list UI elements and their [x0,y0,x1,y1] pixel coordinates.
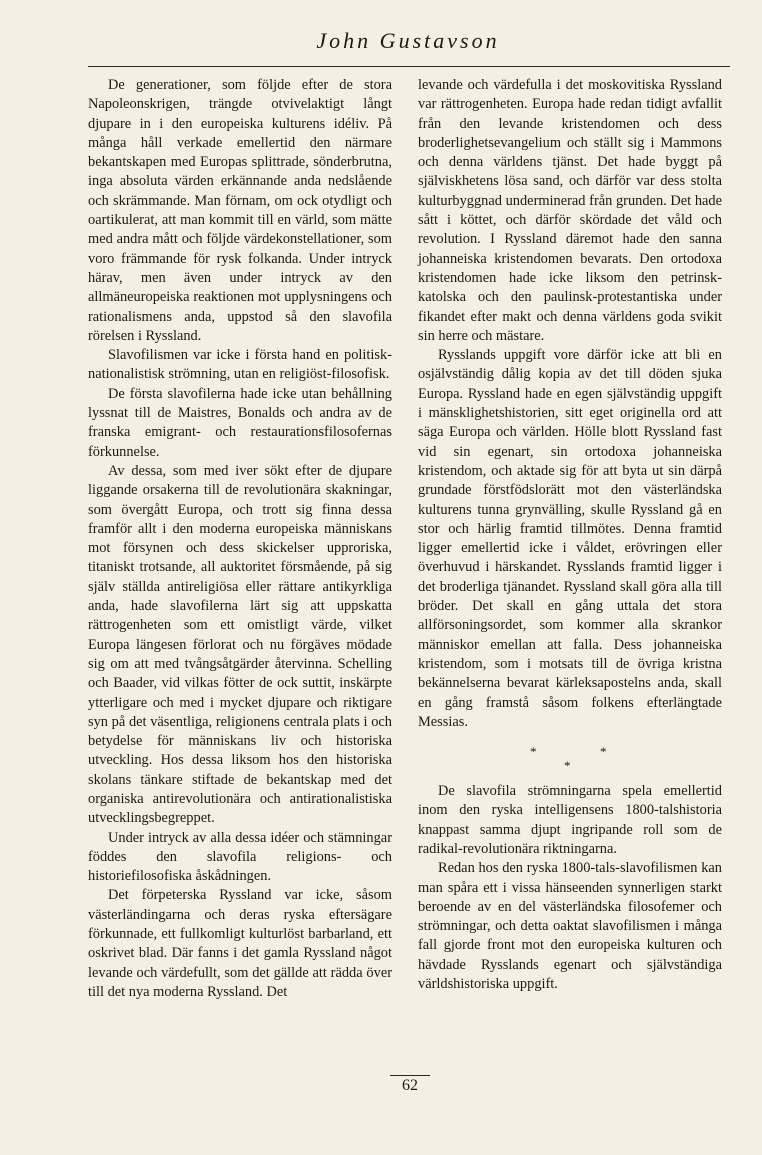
paragraph: Av dessa, som med iver sökt efter de djupare liggande orsakerna till de revolutionära skakningar, som övergått Europa, och trott sig finna dessa framför allt i den moderna europeiska människans mot försynen och dess skickelser upproriska, titaniskt trotsande, all auktoritet försmående, på sig själv ställda antireligiösa eller rättare antikyrkliga anda, hade slavofilerna lärt sig att uppskatta rättrogenheten som ett omistligt värde, vilket Europa längesen förlorat och nu förgäves mödade sig om att med tvångsåtgärder återvinna. Schelling och Baader, vid vilkas fötter de ock suttit, inskärpte ytterligare och med i mycket djupare och riktigare syn på det väsentliga, religionens centrala plats i och betydelse för människans liv och historiska utveckling. Hos dessa liksom hos den historiska skolans tänkare stiftade de bekantskap med det organiska antirevolutionära och antirationalistiska utvecklingsbegreppet. [88,462,392,827]
paragraph: De slavofila strömningarna spela emellertid inom den ryska intelligensens 1800-talshistoria knappast samma djupt ingripande roll som de radikal-revolutionära riktningarna. [418,783,722,857]
section-break-asterisks [418,736,722,780]
paragraph: Det förpeterska Ryssland var icke, såsom västerländingarna och deras ryska eftersägare förkunnade, ett fullkomligt kulturlöst barbarland, ett oskrivet blad. Där fanns i det gamla Ryssland något levande och värdefullt, som det gällde att rädda över till det nya moderna Ryssland. Det [88,887,392,1000]
right-column [418,76,722,994]
paragraph-continued: levande och värdefulla i det moskovitiska Ryssland var rättrogenheten. Europa hade redan tidigt avfallit från den levande kristendomen och dess broderlighetsevangelium och ställt sig i Mammons och denna världens tjänst. Det hade byggt på själviskhetens lösa sand, och därför var dess stolta kulturbyggnad underminerad från grunden. Det hade sått i köttet, och därför skördade det våld och revolution. I Ryssland däremot hade den sanna johanneiska kristendomen bevarats. Den ortodoxa kristendomen hade icke liksom den petrinsk-katolska och den paulinsk-protestantiska under fikandet efter makt och denna världens goda svikit sin herre och mästare. [418,77,722,344]
left-column [88,76,392,1002]
paragraph: Under intryck av alla dessa idéer och stämningar föddes den slavofila religions- och historiefilosofiska åskådningen. [88,829,392,885]
paragraph: De generationer, som följde efter de stora Napoleonskrigen, trängde otvivelaktigt långt djupare in i den europeiska kulturens idéliv. På många håll verkade emellertid den närmare bekantskapen med Europas splittrade, sönderbrutna, inga absoluta värden erkännande anda nedslående och skrämmande. Man förnam, om ock otydligt och oartikulerat, att man kommit till en värld, som mätte med andra mått och följde värdekonstellationer, som voro främmande för rysk folkanda. Under intryck härav, men även under intryck av den allmäneuropeiska reaktionen mot upplysningens och rationalismens anda, uppstod så den slavofila rörelsen i Ryssland. [88,77,392,344]
header-rule [88,66,730,67]
paragraph: Redan hos den ryska 1800-tals-slavofilismen kan man spåra ett i vissa hänseenden synnerligen starkt beroende av en del västerländska filosofemer och strömningar, och detta oaktat slavofilismen i många fall gjorde front mot den europeiska kulturen och hävdade Rysslands egenart och självständiga världshistoriska uppgift. [418,860,722,993]
asterisk: * [564,758,571,774]
running-head-author: John Gustavson [316,28,500,53]
asterisk: * [530,744,537,760]
paragraph: Slavofilismen var icke i första hand en politisk-nationalistisk strömning, utan en religiöst-filosofisk. [88,347,392,383]
paragraph: De första slavofilerna hade icke utan behållning lyssnat till de Maistres, Bonalds och andra av de franska emigrant- och restaurationsfilosofernas förkunnelse. [88,385,392,460]
asterisk: * [600,744,607,760]
folio-rule [390,1075,430,1076]
paragraph: Rysslands uppgift vore därför icke att bli en osjälvständig dålig kopia av det till döden sjuka Europa. Ryssland hade en egen självständig uppgift i mänsklighetshistorien, sitt eget originella ord att säga Europa och världen. Hölle blott Ryssland fast vid sin egenart, sin ortodoxa johanneiska kristendom, och aktade sig för att byta ut sin därpå grundade förstfödslorätt mot den västerländska kulturens tunna grynvälling, skulle Ryssland gå en stor och härlig framtid tillmötes. Denna framtid ligger emellertid icke i våldet, erövringen eller överhuvud i härskandet. Rysslands framtid ligger i det broderliga tjänandet. Ryssland skall göra alla till bröder. Det skall en gång uttala det stora allförsoningsordet, som kommer alla skrankor människor emellan att falla. Dess johanneiska kristendom, som i motsats till de övriga kristna bekännelserna bevarat kärleksapostelns anda, skall en gång framstå såsom folkens efterlängtade Messias. [418,347,722,730]
page-number: 62 [402,1077,418,1094]
